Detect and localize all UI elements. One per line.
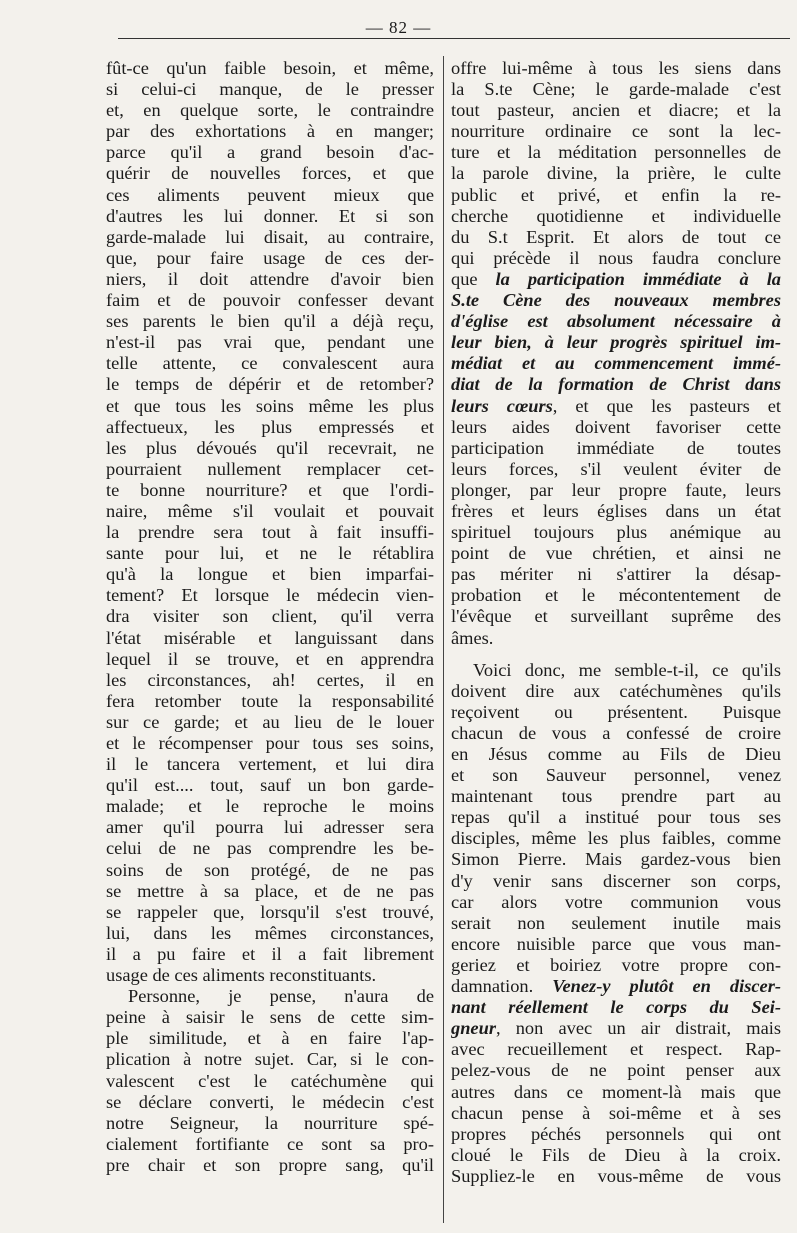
text-line: la parole divine, la prière, le culte — [451, 163, 781, 184]
text-line: frères et leurs églises dans un état — [451, 500, 781, 521]
text-line: valescent c'est le catéchumène qui — [106, 1070, 434, 1091]
text-line: en Jésus comme au Fils de Dieu — [451, 744, 781, 764]
text-line: disciples, même les plus faibles, comme — [451, 828, 781, 849]
text-run: , et que les pasteurs et — [552, 395, 781, 416]
text-line: les plus dévoués qu'il recevrait, ne — [106, 437, 434, 458]
text-line: nourriture ordinaire ce sont la lec- — [451, 121, 781, 142]
text-line: chacun pense à soi-même et à ses — [451, 1102, 781, 1123]
text-line: parce qu'il a grand besoin d'ac- — [106, 142, 434, 163]
text-line: garde-malade lui disait, au contraire, — [106, 226, 434, 247]
text-line: les circonstances, ah! certes, il en — [106, 669, 434, 690]
text-line: que, pour faire usage de ces der- — [106, 247, 434, 268]
paragraph-gap — [451, 649, 781, 660]
text-line: probation et le mécontentement de — [451, 585, 781, 606]
text-line: se rappeler que, lorsqu'il s'est trouvé, — [106, 901, 434, 922]
text-line: d'église est absolument nécessaire à — [451, 311, 781, 332]
text-line: amer qu'il pourra lui adresser sera — [106, 817, 434, 838]
text-line: car alors votre communion vous — [451, 891, 781, 912]
text-line: diat de la formation de Christ dans — [451, 374, 781, 395]
text-line: niers, il doit attendre d'avoir bien — [106, 268, 434, 289]
text-line: telle attente, ce convalescent aura — [106, 353, 434, 374]
text-line — [451, 1018, 781, 1039]
text-line: il le tancera vertement, et lui dira — [106, 754, 434, 775]
text-line: la S.te Cène; le garde-malade c'est — [451, 79, 781, 100]
text-run: damnation. — [451, 976, 553, 997]
text-line: plonger, par leur propre faute, leurs — [451, 479, 781, 500]
text-line: doivent dire aux catéchumènes qu'ils — [451, 680, 781, 701]
text-line: chacun de vous a confessé de croire — [451, 722, 781, 743]
text-line: cialement fortifiante ce sont sa pro- — [106, 1133, 434, 1154]
text-line: peine à saisir le sens de cette sim- — [106, 1007, 434, 1028]
text-line: fera retomber toute la responsabilité — [106, 690, 434, 711]
text-line: si celui-ci manque, de le presser — [106, 79, 434, 100]
text-line: naire, même s'il voulait et pouvait — [106, 500, 434, 521]
text-line: serait non seulement inutile mais — [451, 912, 781, 933]
text-line: qu'il est.... tout, sauf un bon garde- — [106, 775, 434, 796]
text-line: quérir de nouvelles forces, et que — [106, 163, 434, 184]
text-line: notre Seigneur, la nourriture spé- — [106, 1112, 434, 1133]
text-line: n'est-il pas vrai que, pendant une — [106, 332, 434, 353]
text-line — [451, 269, 781, 290]
column-divider — [443, 56, 444, 1223]
text-line: ple similitude, et à en faire l'ap- — [106, 1028, 434, 1049]
text-line — [451, 396, 781, 417]
text-line: public et privé, et enfin la re- — [451, 184, 781, 205]
text-line: la prendre sera tout à fait insuffi- — [106, 522, 434, 543]
text-line: qu'à la longue et bien imparfai- — [106, 564, 434, 585]
text-line: usage de ces aliments reconstituants. — [106, 965, 377, 986]
text-line: il a pu faire et il a fait librement — [106, 943, 434, 964]
left-column — [106, 58, 434, 1225]
text-line: et son Sauveur personnel, venez — [451, 765, 781, 786]
text-line: âmes. — [451, 627, 494, 648]
text-line: ture et la méditation personnelles de — [451, 142, 781, 163]
text-line: plication à notre sujet. Car, si le con- — [106, 1049, 434, 1070]
text-line: pas mériter ni s'attirer la désap- — [451, 564, 781, 585]
text-line: encore nuisible parce que vous man- — [451, 933, 781, 954]
text-line: fût-ce qu'un faible besoin, et même, — [106, 58, 434, 78]
emphasis-text: Venez-y plutôt en discer- — [552, 976, 781, 997]
text-line: leurs aides doivent favoriser cette — [451, 416, 781, 437]
text-line: Personne, je pense, n'aura de — [128, 986, 434, 1007]
text-line — [451, 976, 781, 997]
text-line: et, en quelque sorte, le contraindre — [106, 100, 434, 121]
text-line: cloué le Fils de Dieu à la croix. — [451, 1144, 781, 1165]
text-line: se déclare converti, le médecin c'est — [106, 1091, 434, 1112]
text-line: l'évêque et surveillant suprême des — [451, 606, 781, 627]
text-line: lui, dans les mêmes circonstances, — [106, 922, 434, 943]
text-line: Simon Pierre. Mais gardez-vous bien — [451, 849, 781, 870]
text-line: soins de son protégé, de ne pas — [106, 859, 434, 880]
text-line: du S.t Esprit. Et alors de tout ce — [451, 226, 781, 247]
text-line: d'y venir sans discerner son corps, — [451, 870, 781, 891]
text-line: ces aliments peuvent mieux que — [106, 184, 434, 205]
text-line: leur bien, à leur progrès spirituel im- — [451, 332, 781, 353]
text-line: médiat et au commencement immé- — [451, 353, 781, 374]
text-line: nant réellement le corps du Sei- — [451, 997, 781, 1018]
text-line: S.te Cène des nouveaux membres — [451, 290, 781, 311]
text-line: qui précède il nous faudra conclure — [451, 247, 781, 268]
text-line: d'autres les lui donner. Et si son — [106, 205, 434, 226]
text-line: affectueux, les plus empressés et — [106, 416, 434, 437]
text-line: geriez et boiriez votre propre con- — [451, 954, 781, 975]
text-line: et le récompenser pour tous ses soins, — [106, 733, 434, 753]
text-line: Voici donc, me semble-t-il, ce qu'ils — [473, 659, 781, 680]
text-line: tout pasteur, ancien et diacre; et la — [451, 100, 781, 121]
text-line: et que tous les soins même les plus — [106, 395, 434, 416]
text-line: celui de ne pas comprendre les be- — [106, 838, 434, 859]
text-line: offre lui-même à tous les siens dans — [451, 58, 781, 78]
text-line: reçoivent ou présentent. Puisque — [451, 701, 781, 722]
text-line: maintenant tous prendre part au — [451, 786, 781, 807]
header-rule — [118, 38, 790, 39]
text-line: leurs forces, s'il veulent éviter de — [451, 458, 781, 479]
text-run: , non avec un air distrait, mais — [495, 1018, 781, 1039]
text-line: par des exhortations à en manger; — [106, 121, 434, 142]
emphasis-text: gneur — [451, 1018, 496, 1039]
text-line: le temps de dépérir et de retomber? — [106, 374, 434, 395]
text-line: avec recueillement et respect. Rap- — [451, 1039, 781, 1060]
emphasis-text: la participation immédiate à la — [495, 268, 781, 289]
text-line: propres péchés personnels qui ont — [451, 1123, 781, 1144]
text-line: l'état misérable et languissant dans — [106, 627, 434, 648]
text-line: point de vue chrétien, et ainsi ne — [451, 543, 781, 564]
text-line: sur ce garde; et au lieu de le louer — [106, 711, 434, 732]
text-line: participation immédiate de toutes — [451, 437, 781, 458]
emphasis-text: leurs cœurs — [451, 395, 553, 416]
page-number: — 82 — — [365, 18, 432, 37]
text-line: faim et de pouvoir confesser devant — [106, 290, 434, 311]
text-line: pre chair et son propre sang, qu'il — [106, 1154, 434, 1175]
text-run: que — [451, 268, 496, 289]
text-line: lequel il se trouve, et en apprendra — [106, 648, 434, 669]
text-line: sante pour lui, et ne le rétablira — [106, 543, 434, 564]
text-line: dra visiter son client, qu'il verra — [106, 606, 434, 627]
text-line: spirituel toujours plus anémique au — [451, 522, 781, 543]
text-line: malade; et le reproche le moins — [106, 796, 434, 817]
text-line: ses parents le bien qu'il a déjà reçu, — [106, 311, 434, 332]
text-line: cherche quotidienne et individuelle — [451, 205, 781, 226]
text-line: pelez-vous de ne point penser aux — [451, 1060, 781, 1081]
text-line: repas qu'il a institué pour tous ses — [451, 807, 781, 828]
text-line: se mettre à sa place, et de ne pas — [106, 880, 434, 901]
text-line: autres dans ce moment-là mais que — [451, 1081, 781, 1102]
text-line: pourraient nullement remplacer cet- — [106, 458, 434, 479]
text-line: Suppliez-le en vous-même de vous — [451, 1165, 781, 1186]
text-line: tement? Et lorsque le médecin vien- — [106, 585, 434, 606]
text-line: te bonne nourriture? et que l'ordi- — [106, 479, 434, 500]
right-column — [451, 58, 781, 1225]
